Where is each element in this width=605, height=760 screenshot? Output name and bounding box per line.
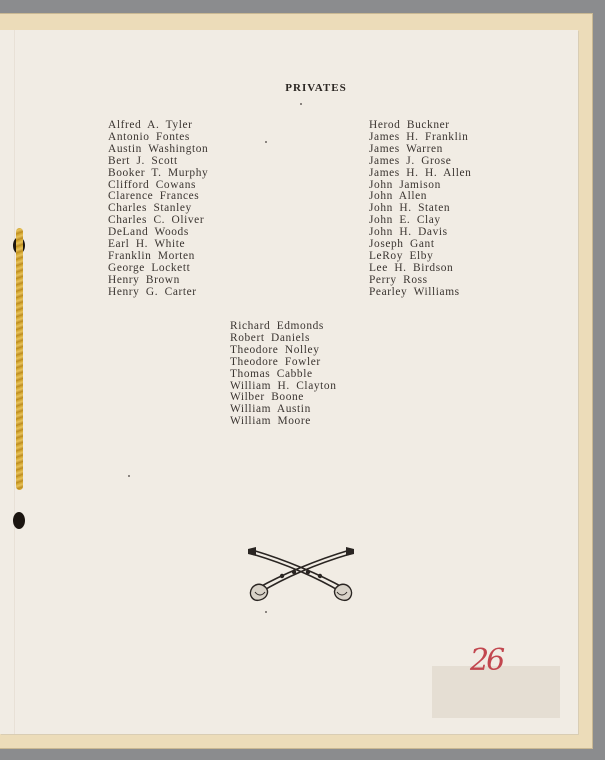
section-heading: PRIVATES [285, 82, 347, 94]
binding-cord [16, 228, 23, 490]
roster-name: DeLand Woods [108, 226, 189, 239]
roster-name: Franklin Morten [108, 249, 195, 262]
roster-name: John H. Staten [369, 202, 451, 215]
roster-name: William Moore [230, 415, 311, 428]
roster-name: Richard Edmonds [230, 320, 324, 332]
roster-name: Booker T. Murphy [108, 166, 209, 179]
page-number: 26 [470, 643, 503, 678]
paper-speck [300, 103, 302, 105]
paper-speck [265, 141, 267, 143]
roster-name: Alfred A. Tyler [108, 119, 193, 131]
paper-speck [265, 611, 267, 613]
paper-speck [128, 475, 130, 477]
roster-name: Henry Brown [108, 273, 180, 286]
roster-name: George Lockett [108, 261, 191, 274]
roster-name: Lee H. Birdson [369, 261, 454, 274]
roster-name: Wilber Boone [230, 391, 304, 404]
roster-name: Herod Buckner [369, 119, 450, 131]
roster-name: Charles Stanley [108, 202, 192, 215]
names-column-center [230, 321, 337, 428]
roster-name: Perry Ross [369, 273, 428, 286]
roster-name: James Warren [369, 142, 443, 155]
binding-hole-bottom [13, 512, 25, 529]
names-column-left [108, 120, 208, 299]
names-column-right [369, 120, 471, 299]
roster-name: Pearley Williams [369, 285, 460, 298]
roster-name: Charles C. Oliver [108, 214, 205, 227]
roster-name: John Allen [369, 190, 428, 203]
roster-name: Bert J. Scott [108, 154, 178, 167]
roster-name: Clarence Frances [108, 190, 200, 203]
roster-name: James H. Franklin [369, 130, 469, 143]
roster-name: Antonio Fontes [108, 130, 190, 143]
roster-name: Joseph Gant [369, 238, 435, 251]
roster-name: Henry G. Carter [108, 285, 197, 298]
roster-name: John E. Clay [369, 214, 441, 227]
crossed-sabres-icon [246, 520, 358, 608]
roster-name: William Austin [230, 403, 311, 416]
roster-name: John H. Davis [369, 226, 448, 239]
roster-name: James J. Grose [369, 154, 452, 167]
roster-name: John Jamison [369, 178, 441, 191]
roster-name: Theodore Nolley [230, 343, 320, 356]
roster-name: Theodore Fowler [230, 355, 321, 368]
roster-name: LeRoy Elby [369, 249, 434, 262]
roster-name: Thomas Cabble [230, 367, 313, 380]
roster-name: Robert Daniels [230, 331, 311, 344]
roster-name: James H. H. Allen [369, 166, 472, 179]
roster-name: Earl H. White [108, 238, 186, 251]
roster-name: William H. Clayton [230, 379, 337, 392]
roster-name: Austin Washington [108, 142, 209, 155]
roster-name: Clifford Cowans [108, 178, 197, 191]
